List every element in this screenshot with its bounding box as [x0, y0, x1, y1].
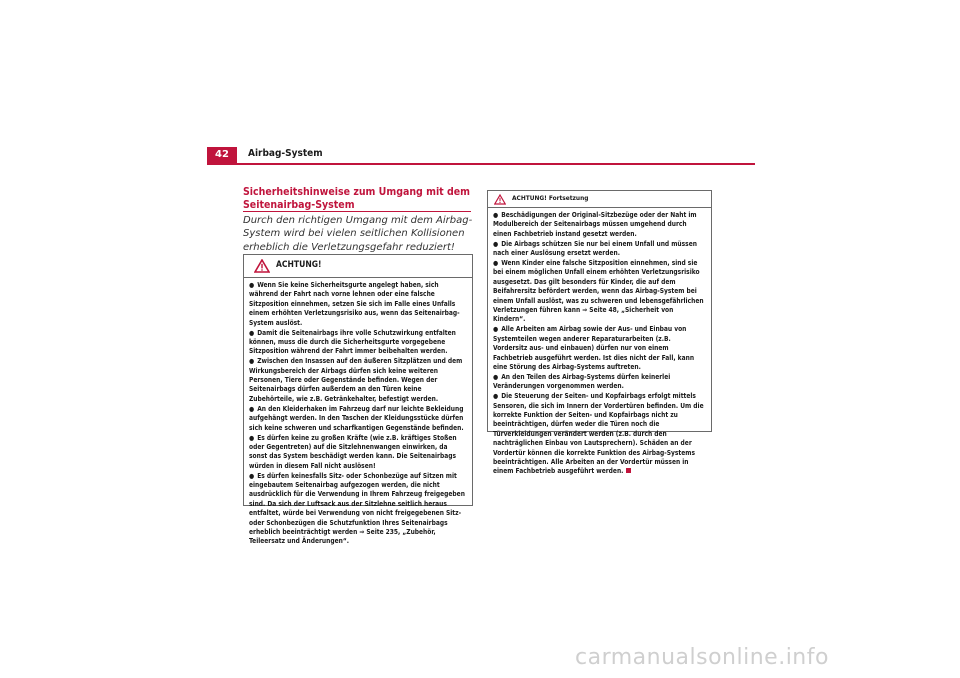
section-intro: Durch den richtigen Umgang mit dem Airbag-System wird bei vielen seitlichen Kollisionen erheblich die Verletzungsgefahr reduziert! — [243, 215, 473, 253]
warning-item: ● Zwischen den Insassen auf den äußeren Sitzplätzen und dem Wirkungsbereich der Airbags dürfen sich keine weiteren Personen, Tiere oder Gegenstände befinden. Wegen der Seitenairbags dürfen außerdem an den Türen keine Zubehörteile, wie z.B. Getränkehalter, befestigt werden. — [249, 357, 463, 403]
bullet-icon: ● — [249, 328, 255, 337]
warning-header-continued — [488, 191, 711, 208]
warning-item: ● Es dürfen keine zu großen Kräfte (wie z.B. kräftiges Stoßen oder Gegentreten) auf die Sitzlehnenwangen einwirken, da sonst das System beschädigt werden kann. Die Seitenairbags würden in diesem Fall nicht auslösen! — [249, 433, 457, 470]
warning-title: ACHTUNG! Fortsetzung — [512, 194, 589, 203]
warning-box-left — [243, 254, 473, 546]
warning-box-right — [487, 190, 712, 476]
bullet-icon: ● — [249, 357, 255, 366]
bullet-icon: ● — [493, 211, 499, 219]
section-title: Sicherheitshinweise zum Umgang mit dem Seitenairbag-System — [243, 186, 470, 211]
bullet-icon: ● — [493, 392, 499, 401]
header-rule — [207, 163, 755, 165]
bullet-icon: ● — [249, 281, 255, 289]
page-number: 42 — [207, 147, 237, 163]
warning-title: ACHTUNG! — [276, 260, 322, 271]
warning-header — [244, 255, 472, 278]
warning-item: ● Die Steuerung der Seiten- und Kopfairbags erfolgt mittels Sensoren, die sich im Innern der Vordertüren befinden. Um die korrekte Funktion der Seiten- und Kopfairbags nicht zu beeinträchtigen, dürfen weder die Türen noch die Türverkleidungen verändert werden (z.B. durch den nachträglichen Einbau von Lautsprechern). Schäden an der Vordertür können die korrekte Funktion des Airbag-Systems beeinträchtigen. Alle Arbeiten an der Vordertür müssen in einem Fachbetrieb ausgeführt werden. — [493, 392, 704, 476]
bullet-icon: ● — [249, 404, 255, 413]
warning-item: ● Alle Arbeiten am Airbag sowie der Aus- und Einbau von Systemteilen wegen anderer Reparaturarbeiten (z.B. Vordersitz aus- und einbauen) dürfen nur von einem Fachbetrieb ausgeführt werden. Ist dies nicht der Fall, kann eine Störung des Airbag-Systems auftreten. — [493, 325, 695, 371]
bullet-icon: ● — [493, 259, 499, 268]
title-rule — [243, 211, 471, 212]
bullet-icon: ● — [493, 372, 499, 381]
watermark: carmanualsonline.info — [575, 645, 829, 670]
bullet-icon: ● — [249, 433, 255, 442]
warning-list — [488, 208, 711, 477]
warning-triangle-icon — [254, 259, 270, 273]
warning-item: ● Damit die Seitenairbags ihre volle Schutzwirkung entfalten können, muss die durch die Sicherheitsgurte vorgegebene Sitzposition während der Fahrt immer beibehalten werden. — [249, 328, 456, 356]
warning-list — [244, 278, 472, 547]
running-title: Airbag-System — [248, 148, 323, 159]
warning-item: ● Es dürfen keinesfalls Sitz- oder Schonbezüge auf Sitzen mit eingebautem Seitenairbag aufgezogen werden, die nicht ausdrücklich für die Verwendung in Ihrem Fahrzeug freigegeben sind. Da sich der Luftsack aus der Sitzlehne seitlich heraus entfaltet, würde bei Verwendung von nicht freigegebenen Sitz- oder Schonbezügen die Schutzfunktion Ihres Seitenairbags erheblich beeinträchtigt werden ⇒ Seite 235, „Zubehör, Teileersatz und Änderungen“. — [249, 471, 465, 546]
warning-item: ● Die Airbags schützen Sie nur bei einem Unfall und müssen nach einer Auslösung ersetzt werden. — [493, 239, 697, 258]
warning-item: ● An den Teilen des Airbag-Systems dürfen keinerlei Veränderungen vorgenommen werden. — [493, 372, 671, 391]
warning-item: ● Wenn Kinder eine falsche Sitzposition einnehmen, sind sie bei einem möglichen Unfall einem erhöhten Verletzungsrisiko ausgesetzt. Das gilt besonders für Kinder, die auf dem Beifahrersitz befördert werden, wenn das Airbag-System bei einem Unfall auslöst, was zu schweren und lebensgefährlichen Verletzungen führen kann ⇒ Seite 48, „Sicherheit von Kindern“. — [493, 259, 704, 324]
end-of-section-icon — [626, 468, 631, 473]
warning-item: ● Beschädigungen der Original-Sitzbezüge oder der Naht im Modulbereich der Seitenairbags müssen umgehend durch einen Fachbetrieb instand gesetzt werden. — [493, 211, 697, 238]
bullet-icon: ● — [249, 471, 255, 480]
warning-item: ● Wenn Sie keine Sicherheitsgurte angelegt haben, sich während der Fahrt nach vorne lehnen oder eine falsche Sitzposition einnehmen, setzen Sie sich im Falle eines Unfalls einem erhöhten Verletzungsrisiko aus, wenn das Seitenairbag-System auslöst. — [249, 281, 460, 327]
bullet-icon: ● — [493, 239, 499, 248]
warning-item: ● An den Kleiderhaken im Fahrzeug darf nur leichte Bekleidung aufgehängt werden. In den Taschen der Kleidungsstücke dürfen sich keine schweren und scharfkantigen Gegenstände befinden. — [249, 404, 464, 432]
bullet-icon: ● — [493, 325, 499, 334]
warning-triangle-icon — [494, 194, 506, 205]
